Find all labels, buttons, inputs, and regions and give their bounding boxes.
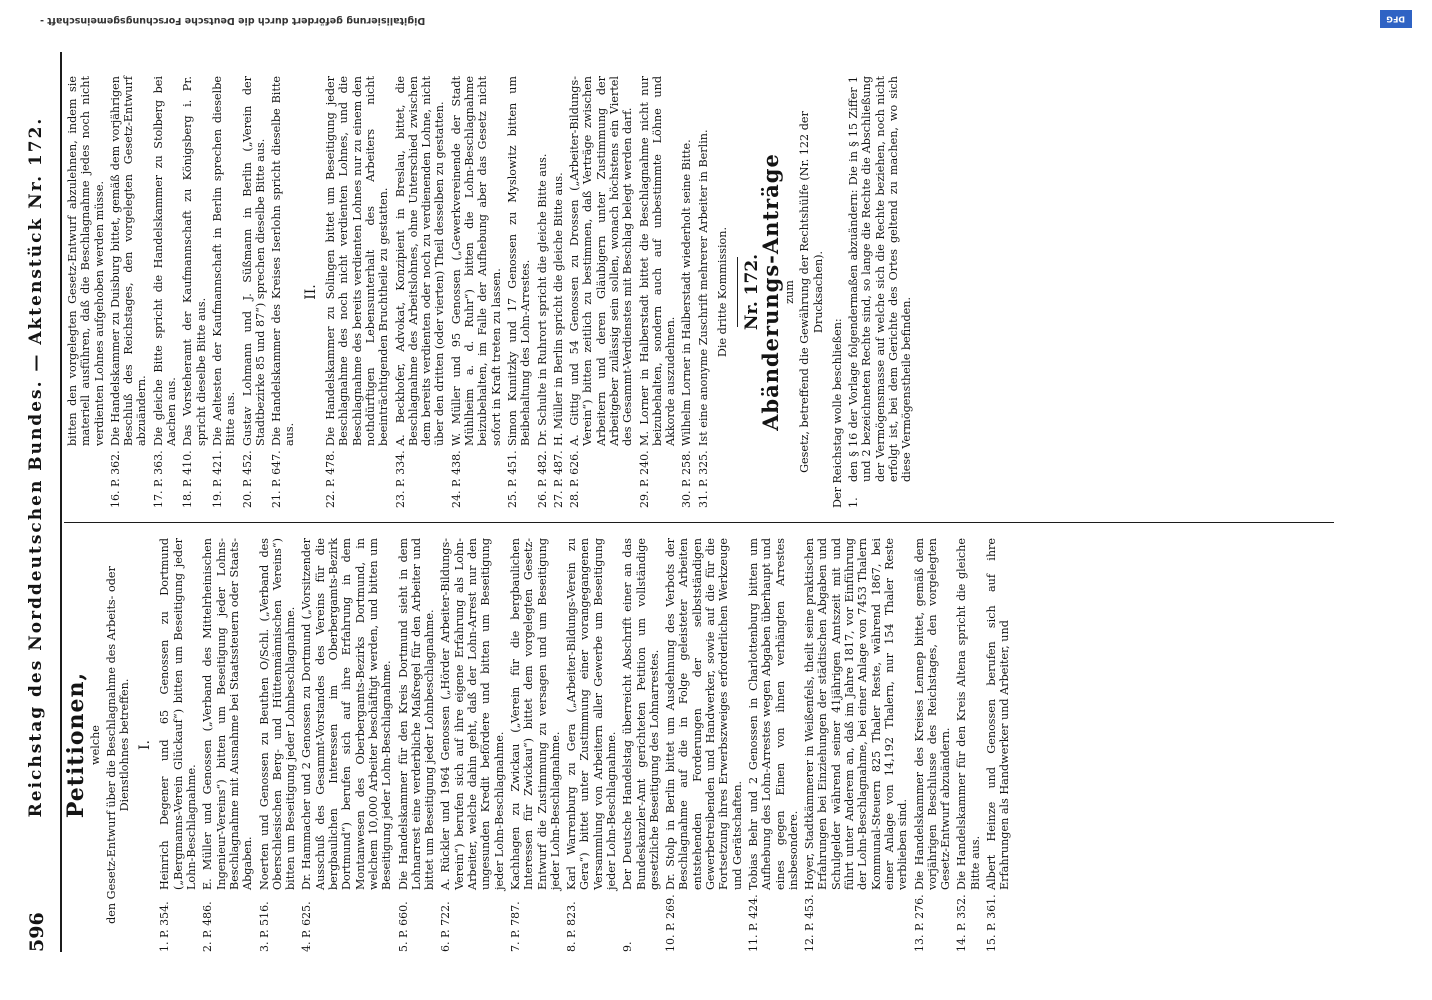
entry-number: 16. P. 362. <box>108 450 122 508</box>
entry-number: 20. P. 452. <box>240 450 254 508</box>
title-connector: welche <box>89 725 103 765</box>
stamp-text: Digitalisierung gefördert durch die Deutsche Forschungsgemeinschaft - <box>40 15 426 26</box>
section-subject: den Gesetz-Entwurf über die Beschlagnahme des Arbeits- oder Dienstlohnes betreffen. <box>104 566 131 924</box>
entry-number: 18. P. 410. <box>181 450 195 508</box>
entry-number: 8. P. 823. <box>565 901 579 952</box>
petition-entry <box>568 76 634 508</box>
entry-text: M. Lorner in Halberstadt bittet die Beschlagnahme nicht nur beizubehalten, sondern auch auf unbestimmte Löhne und Akkorde auszudehnen. <box>637 76 678 446</box>
entry-text: Die gleiche Bitte spricht die Handelskammer zu Stolberg bei Aachen aus. <box>151 76 179 446</box>
petition-entry <box>747 538 800 952</box>
entry-number: 4. P. 625. <box>300 901 314 952</box>
right-column <box>66 76 917 508</box>
entry-text: den § 16 der Vorlage folgendermaßen abzuändern: Die in § 15 Ziffer 1 und 2 bezeichneten Rechte sind, so lange die Rechte die Abschließung der Vermögensmasse auf welche sich die Rechte beziehen, noch nicht erfolgt ist, bei dem Gerichte des Ortes geltend zu machen, wo sich diese Vermögenstheile befinden. <box>847 76 914 482</box>
petition-entry <box>152 76 179 508</box>
entry-text: Die Handelskammer des Kreises Iserlohn spricht dieselbe Bitte aus. <box>270 76 297 446</box>
entry-text: A. Rückler und 1964 Genossen („Hörder Arbeiter-Bildungs-Verein“) berufen sich auf ihre eigene Erfahrung als Lohn-Arbeiter, welche dahin geht, daß der Lohn-Arrest nur den ungesunden Kredit befördere und bitten um Beseitigung jeder Lohn-Beschlagnahme. <box>439 538 506 890</box>
entry-number: 17. P. 363. <box>151 450 165 508</box>
running-head: Reichstag des Norddeutschen Bundes. — Aktenstück Nr. 172. <box>26 116 46 818</box>
column-divider <box>64 522 1334 523</box>
petition-entry <box>439 538 505 952</box>
petition-entry <box>241 76 268 508</box>
document-number: Nr. 172. <box>742 253 763 331</box>
entry-text: H. Müller in Berlin spricht die gleiche Bitte aus. <box>551 172 565 446</box>
entry-number: 25. P. 451. <box>505 450 519 508</box>
petition-entry <box>552 76 565 508</box>
entry-text: Tobias Behr und 2 Genossen in Charlottenburg bitten um Aufhebung des Lohn-Arrestes wegen Abgaben überhaupt und eines gegen Einen von ihnen verhängten Arrestes insbesondere. <box>746 538 800 890</box>
entry-number: 30. P. 258. <box>680 450 694 508</box>
petition-list-right-b <box>324 76 710 508</box>
entry-number: 24. P. 438. <box>449 450 463 508</box>
petition-entry <box>509 538 562 952</box>
petition-entry <box>394 76 447 508</box>
petition-entry <box>211 76 238 508</box>
petition-entry <box>300 538 393 952</box>
entry-number: 3. P. 516. <box>257 901 271 952</box>
petition-list-left <box>158 538 1011 952</box>
entry-text: Die Handelskammer zu Solingen bittet um Beseitigung jeder Beschlagnahme des noch nicht verdienten Lohnes, und die Beschlagnahme des bereits verdienten Lohnes nur zu einem den nothdürftigen Lebensunterhalt des Arbeiters nicht beeinträchtigenden Bruchtheile zu gestatten. <box>324 76 391 446</box>
page-header <box>26 52 56 952</box>
entry-text: Wilhelm Lorner in Halberstadt wiederholt seine Bitte. <box>680 139 694 446</box>
entry-number: 11. P. 424. <box>746 894 760 952</box>
petition-entry <box>621 538 661 952</box>
entry-text: Noerten und Genossen zu Beuthen O/Schl. („Verband des Oberschlesischen Berg- und Hüttenmännischen Vereins“) bitten um Beseitigung jeder Lohnbeschlagnahme. <box>257 538 298 890</box>
entry-number: 10. P. 269. <box>664 894 678 952</box>
entry-text: Kachhagen zu Zwickau („Verein für die bergbaulichen Interessen für Zwickau“) bittet dem vorgelegten Gesetz-Entwurf die Zustimmung zu versagen und um Beseitigung jeder Lohn-Beschlagnahme. <box>508 538 562 890</box>
section-roman-I: I. <box>137 740 154 750</box>
amendments-subject: Gesetz, betreffend die Gewährung der Rechtshülfe (Nr. 122 der Drucksachen). <box>798 111 825 473</box>
entry-text: E. Müller und Genossen („Verband des Mittelrheinischen Ingenieur-Vereins“) bitten um Beseitigung jeder Lohns-Beschlagnahme mit Ausnahme bei Staatssteuern oder Staats-Abgaben. <box>201 538 255 890</box>
petition-entry <box>565 538 618 952</box>
header-rule <box>60 52 62 952</box>
entry-text: Hoyer, Stadtkämmerer in Weißenfels, theilt seine praktischen Erfahrungen bei Einziehungen der städtischen Abgaben und Schulgelder während seiner 41jährigen Amtszeit mit und führt unter Anderem an, daß im Jahre 1817, vor Einführung der Lohn-Beschlagnahme, bei einer Anlage von 7453 Thalern Kommunal-Steuern 825 Thaler Reste, während 1867, bei einer Anlage von 14,192 Thalern, nur 154 Thaler Reste verblieben sind. <box>803 538 910 890</box>
petition-entry <box>181 76 208 508</box>
entry-number: 29. P. 240. <box>637 450 651 508</box>
petition-entry <box>680 76 693 508</box>
entry-number: 26. P. 482. <box>535 450 549 508</box>
entry-text: Heinrich Degener und 65 Genossen zu Dortmund („Bergmanns-Verein Glückauf“) bitten um Beseitigung jeder Lohn-Beschlagnahme. <box>158 538 199 890</box>
entry-text: Gustav Lohmann und J. Süßmann in Berlin („Verein der Stadtbezirke 85 und 87“) sprechen dieselbe Bitte aus. <box>240 76 267 446</box>
petition-entry <box>664 538 744 952</box>
section-title: Petitionen, <box>63 671 89 819</box>
entry-number <box>66 446 106 508</box>
entry-text: Albert Heinze und Genossen berufen sich auf ihre Erfahrungen als Handwerker und Arbeiter, und <box>985 538 1012 890</box>
entry-number: 2. P. 486. <box>201 901 215 952</box>
petition-entry <box>697 76 710 508</box>
amendments-title: Abänderungs-Anträge <box>757 153 783 431</box>
amendments-intro: Der Reichstag wolle beschließen: <box>830 318 844 508</box>
entry-number: 13. P. 276. <box>912 894 926 952</box>
dfg-logo: DFG <box>1380 10 1412 28</box>
entry-number: 21. P. 647. <box>270 450 284 508</box>
digitization-stamp <box>0 4 1432 40</box>
petition-entry <box>913 538 953 952</box>
petition-entry <box>955 538 982 952</box>
entry-text: Die Handelskammer für den Kreis Dortmund sieht in dem Lohnarrest eine verderbliche Maßregel für den Arbeiter und bittet um Beseitigung jeder Lohnbeschlagnahme. <box>396 538 437 890</box>
amendments-zum: zum <box>782 280 796 304</box>
entry-text: Die Aeltesten der Kaufmannschaft in Berlin sprechen dieselbe Bitte aus. <box>210 76 238 446</box>
petition-entry <box>158 538 198 952</box>
petition-entry <box>258 538 298 952</box>
entry-text: Die Handelskammer des Kreises Lennep bittet, gemäß dem vorjährigen Beschlusse des Reichstages, den vorgelegten Gesetz-Entwurf abzuändern. <box>912 538 953 890</box>
entry-number: 23. P. 334. <box>393 450 407 508</box>
entry-text: bitten den vorgelegten Gesetz-Entwurf abzulehnen, indem sie materiell ausführen, daß die Beschlagnahme jedes noch nicht verdienten Lohnes aufgehoben werden müsse. <box>66 76 106 446</box>
petition-entry <box>847 76 913 508</box>
petition-entry <box>803 538 909 952</box>
entry-number: 1. <box>847 497 861 508</box>
entry-number: 22. P. 478. <box>324 450 338 508</box>
commission-label: Die dritte Kommission. <box>716 226 730 358</box>
entry-number: 19. P. 421. <box>210 450 224 508</box>
entry-number: 5. P. 660. <box>396 901 410 952</box>
entry-text: W. Müller und 95 Genossen („Gewerkvereinende der Stadt Mühlheim a. d. Ruhr“) bitten die Lohn-Beschlagnahme beizubehalten, im Falle der Aufhebung aber das Gesetz nicht sofort in Kraft treten zu lassen. <box>449 76 503 446</box>
entry-number: 15. P. 361. <box>985 894 998 952</box>
entry-text: Die Handelskammer zu Duisburg bittet, gemäß dem vorjährigen Beschluß des Reichstages, den vorgelegten Gesetz-Entwurf abzuändern. <box>108 76 149 446</box>
petition-entry <box>397 538 437 952</box>
entry-text: Simon Kunitzky und 17 Genossen zu Myslowitz bitten um Beibehaltung des Lohn-Arrestes. <box>505 76 533 446</box>
entry-number: 7. P. 787. <box>508 901 522 952</box>
entry-text: Das Vorsteheramt der Kaufmannschaft zu Königsberg i. Pr. spricht dieselbe Bitte aus. <box>181 76 208 446</box>
petition-entry <box>638 76 678 508</box>
petition-entry <box>109 76 149 508</box>
petition-entry <box>270 76 297 508</box>
entry-text: Karl Warrenburg zu Gera („Arbeiter-Bildungs-Verein zu Gera“) bittet unter Zustimmung einer vorangegangenen Versammlung von Arbeitern aller Gewerbe um Beseitigung jeder Lohn-Beschlagnahme. <box>565 538 618 890</box>
petition-entry <box>450 76 503 508</box>
entry-text: A. Beckhofer, Advokat, Konzipient in Breslau, bittet, die Beschlagnahme des Arbeitslohnes, ohne Unterschied zwischen dem bereits verdienten oder noch zu verdienenden Lohne, nicht über den dritten (oder vierten) Theil desselben zu gestatten. <box>393 76 447 446</box>
petition-list-right-a <box>66 76 297 508</box>
entry-number: 31. P. 325. <box>696 450 710 508</box>
entry-text: Ist eine anonyme Zuschrift mehrerer Arbeiter in Berlin. <box>696 129 710 446</box>
entry-text: Dr. Schulte in Ruhrort spricht die gleiche Bitte aus. <box>535 153 549 446</box>
petition-entry <box>985 538 1012 952</box>
page-number: 596 <box>26 912 48 952</box>
entry-number: 9. <box>621 941 635 952</box>
entry-number: 1. P. 354. <box>158 901 172 952</box>
entry-number: 12. P. 453. <box>803 894 817 952</box>
petition-entry <box>536 76 549 508</box>
entry-number: 27. P. 487. <box>551 450 565 508</box>
amendment-list <box>847 76 913 508</box>
petition-entry <box>66 76 106 508</box>
entry-text: Die Handelskammer für den Kreis Altena spricht die gleiche Bitte aus. <box>955 538 982 890</box>
entry-number: 14. P. 352. <box>955 894 969 952</box>
petition-entry <box>201 538 254 952</box>
petition-entry <box>324 76 390 508</box>
entry-number: 6. P. 722. <box>439 901 453 952</box>
left-column <box>63 538 1015 952</box>
entry-text: Der Deutsche Handelstag überreicht Abschrift einer an das Bundeskanzler-Amt gerichteten Petition um vollständige gesetzliche Beseitigung des Lohnarrestes. <box>621 538 661 890</box>
entry-number: 28. P. 626. <box>568 450 582 508</box>
divider-rule <box>737 257 738 327</box>
petition-entry <box>506 76 533 508</box>
section-roman-II: II. <box>302 284 319 300</box>
entry-text: Dr. Hammacher und 2 Genossen zu Dortmund („Vorsitzender Ausschuß des Gesammt-Vorstandes des Vereins für die bergbaulichen Interessen im Oberbergamts-Bezirk Dortmund“) berufen sich auf ihre Erfahrung in dem Montanwesen des Oberbergamts-Bezirks Dortmund, in welchem 10,000 Arbeiter beschäftigt werden, und bitten um Beseitigung jeder Lohn-Beschlagnahme. <box>300 538 394 890</box>
entry-text: Dr. Stolp in Berlin bittet um Ausdehnung des Verbots der Beschlagnahme auf die in Folge geleisteter Arbeiten entstehenden Forderungen der selbstständigen Gewerbetreibenden und Handwerker, sowie auf die für die Fortsetzung ihres Erwerbszweiges erforderlichen Werkzeuge und Gerätschaften. <box>664 538 744 890</box>
entry-text: A. Gittig und 54 Genossen zu Drossen („Arbeiter-Bildungs-Verein“) bitten zeitlich zu bestimmen, daß Verträge zwischen Arbeitern und deren Gläubigern unter Zustimmung der Arbeitgeber zulässig sein sollen, wonach höchstens ein Viertel des Gesammt-Verdienstes mit Beschlag belegt werden darf. <box>568 76 635 446</box>
